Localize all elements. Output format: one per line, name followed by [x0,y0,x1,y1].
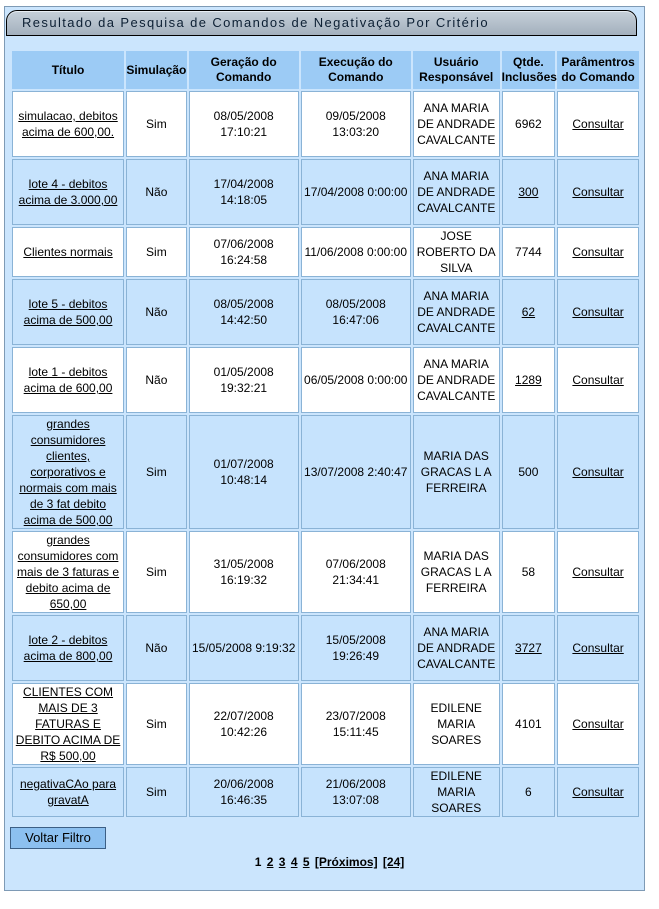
table-row [12,683,639,765]
usuario-cell: ANA MARIA DE ANDRADE CAVALCANTE [417,357,496,403]
simulacao-cell: Não [145,373,168,387]
table-row [12,347,639,413]
qtde-link[interactable]: 1289 [515,373,542,387]
results-table [10,49,641,819]
execucao-cell: 13/07/2008 2:40:47 [304,465,408,479]
qtde-cell: 500 [518,465,539,479]
simulacao-cell: Sim [146,717,167,731]
qtde-cell: 58 [521,565,536,579]
usuario-cell: EDILENE MARIA SOARES [430,769,482,815]
table-cell-geracao [189,615,299,681]
table-cell-parametros [557,159,639,225]
consultar-link[interactable]: Consultar [572,465,624,479]
table-cell-geracao [189,415,299,529]
pagination-page-link[interactable]: 5 [302,855,310,869]
table-cell-execucao [301,767,411,817]
table-cell-simulacao [126,347,187,413]
consultar-link[interactable]: Consultar [572,117,624,131]
column-header-geracao: Geração do Comando [189,51,299,89]
table-cell-simulacao [126,227,187,277]
qtde-cell: 6 [525,785,532,799]
pagination-page-link[interactable]: 2 [266,855,274,869]
table-cell-execucao [301,531,411,613]
table-cell-usuario [413,159,500,225]
simulacao-cell: Sim [146,245,167,259]
column-header-parametros: Parâmentros do Comando [557,51,639,89]
execucao-cell: 21/06/2008 13:07:08 [325,777,386,807]
table-cell-usuario [413,767,500,817]
table-cell-execucao [301,279,411,345]
pagination-current-page: 1 [254,855,262,869]
titulo-link[interactable]: lote 2 - debitos acima de 800,00 [23,633,113,663]
table-row [12,415,639,529]
table-cell-execucao [301,683,411,765]
titulo-link[interactable]: lote 5 - debitos acima de 500,00 [23,297,113,327]
table-cell-usuario [413,683,500,765]
table-cell-simulacao [126,91,187,157]
table-cell-qtde [502,683,556,765]
table-cell-geracao [189,767,299,817]
execucao-cell: 15/05/2008 19:26:49 [325,633,386,663]
panel-title-bar [6,10,637,36]
geracao-cell: 17/04/2008 14:18:05 [213,177,274,207]
table-cell-usuario [413,615,500,681]
table-cell-simulacao [126,683,187,765]
table-cell-qtde [502,531,556,613]
table-cell-execucao [301,227,411,277]
qtde-cell: 6962 [515,117,542,131]
table-row [12,767,639,817]
table-cell-parametros [557,91,639,157]
column-header-usuario: Usuário Responsável [413,51,500,89]
table-cell-parametros [557,767,639,817]
titulo-link[interactable]: negativaCAo para gravatA [20,777,117,807]
table-cell-parametros [557,531,639,613]
pagination-last-link[interactable]: [24] [382,855,405,869]
table-cell-qtde [502,227,556,277]
titulo-link[interactable]: Clientes normais [23,245,113,259]
geracao-cell: 08/05/2008 17:10:21 [213,109,274,139]
table-body [12,91,639,817]
table-row [12,615,639,681]
table-cell-parametros [557,415,639,529]
table-cell-parametros [557,683,639,765]
consultar-link[interactable]: Consultar [572,373,624,387]
simulacao-cell: Não [145,305,168,319]
table-cell-qtde [502,615,556,681]
table-cell-titulo [12,767,124,817]
titulo-link[interactable]: grandes consumidores clientes, corporativos e normais com mais de 3 fat debito acima de 500,00 [19,417,117,527]
titulo-link[interactable]: lote 4 - debitos acima de 3.000,00 [18,177,118,207]
table-cell-usuario [413,91,500,157]
table-cell-execucao [301,91,411,157]
execucao-cell: 09/05/2008 13:03:20 [325,109,386,139]
simulacao-cell: Sim [146,117,167,131]
execucao-cell: 11/06/2008 0:00:00 [304,245,408,259]
table-row [12,531,639,613]
table-cell-execucao [301,615,411,681]
pagination [0,855,659,869]
column-header-titulo: Título [12,51,124,89]
table-cell-qtde [502,415,556,529]
usuario-cell: ANA MARIA DE ANDRADE CAVALCANTE [417,625,496,671]
table-cell-geracao [189,683,299,765]
table-cell-parametros [557,615,639,681]
table-cell-execucao [301,415,411,529]
table-cell-titulo [12,159,124,225]
table-cell-titulo [12,227,124,277]
column-header-qtde: Qtde. Inclusões [502,51,556,89]
usuario-cell: ANA MARIA DE ANDRADE CAVALCANTE [417,289,496,335]
table-cell-geracao [189,227,299,277]
table-cell-titulo [12,683,124,765]
table-cell-qtde [502,91,556,157]
table-row [12,227,639,277]
table-cell-geracao [189,91,299,157]
qtde-cell: 4101 [515,717,542,731]
table-row [12,279,639,345]
execucao-cell: 23/07/2008 15:11:45 [325,709,386,739]
usuario-cell: ANA MARIA DE ANDRADE CAVALCANTE [417,169,496,215]
table-cell-qtde [502,347,556,413]
column-header-execucao: Execução do Comando [301,51,411,89]
table-cell-titulo [12,347,124,413]
geracao-cell: 20/06/2008 16:46:35 [213,777,274,807]
simulacao-cell: Sim [146,565,167,579]
consultar-link[interactable]: Consultar [572,641,624,655]
table-cell-execucao [301,159,411,225]
table-cell-titulo [12,531,124,613]
table-cell-titulo [12,615,124,681]
usuario-cell: MARIA DAS GRACAS L A FERREIRA [420,449,492,495]
pagination-next-link[interactable]: [Próximos] [314,855,378,869]
table-cell-qtde [502,767,556,817]
usuario-cell: EDILENE MARIA SOARES [430,701,482,747]
table-row [12,91,639,157]
titulo-link[interactable]: simulacao, debitos acima de 600,00. [18,109,118,139]
usuario-cell: MARIA DAS GRACAS L A FERREIRA [420,549,492,595]
execucao-cell: 08/05/2008 16:47:06 [325,297,386,327]
consultar-link[interactable]: Consultar [572,185,624,199]
table-cell-geracao [189,159,299,225]
table-header-row [12,51,639,89]
table-cell-parametros [557,279,639,345]
voltar-filtro-button[interactable]: Voltar Filtro [10,827,106,849]
table-cell-usuario [413,227,500,277]
execucao-cell: 07/06/2008 21:34:41 [325,557,386,587]
table-cell-titulo [12,279,124,345]
panel-title: Resultado da Pesquisa de Comandos de Negativação Por Critério [22,15,489,30]
geracao-cell: 01/05/2008 19:32:21 [213,365,274,395]
table-cell-qtde [502,279,556,345]
qtde-cell: 7744 [515,245,542,259]
consultar-link[interactable]: Consultar [572,785,624,799]
table-cell-parametros [557,227,639,277]
simulacao-cell: Não [145,641,168,655]
pagination-page-link[interactable]: 3 [278,855,286,869]
geracao-cell: 15/05/2008 9:19:32 [191,641,296,655]
usuario-cell: ANA MARIA DE ANDRADE CAVALCANTE [417,101,496,147]
pagination-page-link[interactable]: 4 [290,855,298,869]
table-cell-simulacao [126,531,187,613]
titulo-link[interactable]: CLIENTES COM MAIS DE 3 FATURAS E DEBITO ACIMA DE R$ 500,00 [15,685,121,763]
table-cell-simulacao [126,767,187,817]
simulacao-cell: Sim [146,465,167,479]
table-cell-titulo [12,91,124,157]
qtde-link[interactable]: 3727 [515,641,542,655]
titulo-link[interactable]: grandes consumidores com mais de 3 faturas e debito acima de 650,00 [17,533,120,611]
geracao-cell: 01/07/2008 10:48:14 [213,457,274,487]
simulacao-cell: Sim [146,785,167,799]
table-cell-usuario [413,415,500,529]
table-cell-usuario [413,531,500,613]
geracao-cell: 22/07/2008 10:42:26 [213,709,274,739]
table-cell-simulacao [126,159,187,225]
table-cell-simulacao [126,415,187,529]
table-cell-qtde [502,159,556,225]
table-cell-usuario [413,347,500,413]
consultar-link[interactable]: Consultar [572,305,624,319]
simulacao-cell: Não [145,185,168,199]
table-cell-usuario [413,279,500,345]
table-cell-geracao [189,279,299,345]
table-cell-execucao [301,347,411,413]
qtde-link[interactable]: 62 [521,305,536,319]
consultar-link[interactable]: Consultar [572,717,624,731]
geracao-cell: 31/05/2008 16:19:32 [213,557,274,587]
table-cell-geracao [189,347,299,413]
qtde-link[interactable]: 300 [518,185,539,199]
execucao-cell: 06/05/2008 0:00:00 [304,373,408,387]
geracao-cell: 08/05/2008 14:42:50 [213,297,274,327]
usuario-cell: JOSE ROBERTO DA SILVA [416,229,496,275]
table-cell-simulacao [126,279,187,345]
consultar-link[interactable]: Consultar [572,245,624,259]
table-cell-geracao [189,531,299,613]
table-cell-titulo [12,415,124,529]
table-cell-parametros [557,347,639,413]
table-row [12,159,639,225]
geracao-cell: 07/06/2008 16:24:58 [213,237,274,267]
execucao-cell: 17/04/2008 0:00:00 [304,185,408,199]
table-cell-simulacao [126,615,187,681]
consultar-link[interactable]: Consultar [572,565,624,579]
column-header-simulacao: Simulação [126,51,187,89]
titulo-link[interactable]: lote 1 - debitos acima de 600,00 [23,365,113,395]
